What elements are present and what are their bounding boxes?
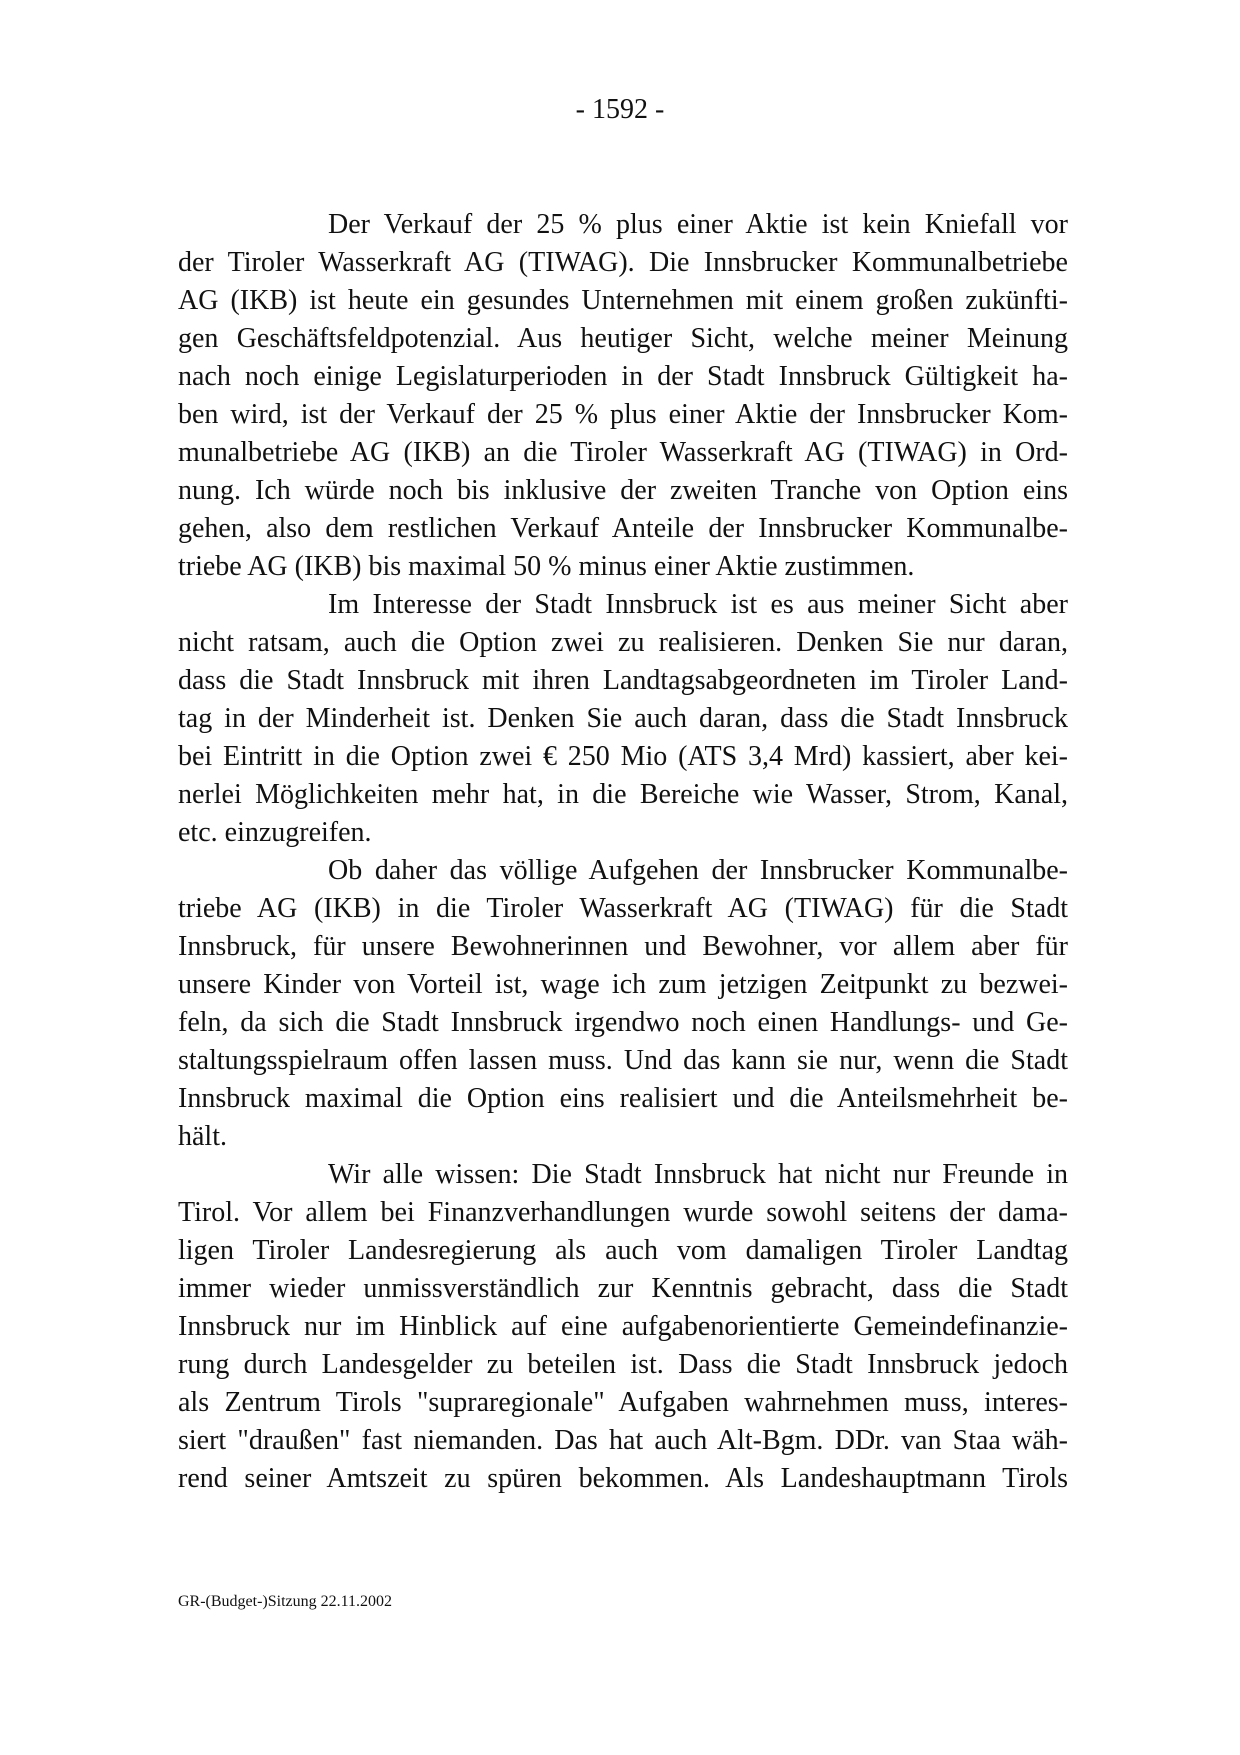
text-line: Innsbruck nur im Hinblick auf eine aufgabenorientierte Gemeindefinanzie- [178,1311,1068,1342]
text-line: hält. [178,1121,227,1152]
text-line: nicht ratsam, auch die Option zwei zu realisieren. Denken Sie nur daran, [178,627,1068,658]
text-line: Innsbruck, für unsere Bewohnerinnen und Bewohner, vor allem aber für [178,931,1068,962]
text-line: ben wird, ist der Verkauf der 25 % plus einer Aktie der Innsbrucker Kom- [178,399,1068,430]
text-line: gen Geschäftsfeldpotenzial. Aus heutiger Sicht, welche meiner Meinung [178,323,1068,354]
text-line: rend seiner Amtszeit zu spüren bekommen. Als Landeshauptmann Tirols [178,1463,1068,1494]
text-line: Innsbruck maximal die Option eins realisiert und die Anteilsmehrheit be- [178,1083,1068,1114]
text-line: rung durch Landesgelder zu beteilen ist. Dass die Stadt Innsbruck jedoch [178,1349,1068,1380]
text-line: nung. Ich würde noch bis inklusive der zweiten Tranche von Option eins [178,475,1068,506]
text-line: staltungsspielraum offen lassen muss. Und das kann sie nur, wenn die Stadt [178,1045,1068,1076]
text-line: tag in der Minderheit ist. Denken Sie auch daran, dass die Stadt Innsbruck [178,703,1068,734]
text-line: triebe AG (IKB) bis maximal 50 % minus einer Aktie zustimmen. [178,551,915,582]
text-line: AG (IKB) ist heute ein gesundes Unternehmen mit einem großen zukünfti- [178,285,1068,316]
text-line: als Zentrum Tirols "supraregionale" Aufgaben wahrnehmen muss, interes- [178,1387,1068,1418]
text-line: immer wieder unmissverständlich zur Kenntnis gebracht, dass die Stadt [178,1273,1068,1304]
text-line: Wir alle wissen: Die Stadt Innsbruck hat nicht nur Freunde in [328,1159,1068,1190]
page-footer: GR-(Budget-)Sitzung 22.11.2002 [178,1593,393,1610]
text-line: Im Interesse der Stadt Innsbruck ist es aus meiner Sicht aber [328,589,1068,620]
text-line: Ob daher das völlige Aufgehen der Innsbrucker Kommunalbe- [328,855,1068,886]
text-line: unsere Kinder von Vorteil ist, wage ich zum jetzigen Zeitpunkt zu bezwei- [178,969,1068,1000]
text-line: gehen, also dem restlichen Verkauf Anteile der Innsbrucker Kommunalbe- [178,513,1068,544]
text-line: nach noch einige Legislaturperioden in der Stadt Innsbruck Gültigkeit ha- [178,361,1068,392]
text-line: feln, da sich die Stadt Innsbruck irgendwo noch einen Handlungs- und Ge- [178,1007,1068,1038]
text-line: der Tiroler Wasserkraft AG (TIWAG). Die Innsbrucker Kommunalbetriebe [178,247,1068,278]
text-line: etc. einzugreifen. [178,817,372,848]
page-number: - 1592 - [575,94,665,125]
text-line: Tirol. Vor allem bei Finanzverhandlungen wurde sowohl seitens der dama- [178,1197,1068,1228]
text-line: munalbetriebe AG (IKB) an die Tiroler Wasserkraft AG (TIWAG) in Ord- [178,437,1068,468]
document-body [178,206,1068,1498]
text-line: triebe AG (IKB) in die Tiroler Wasserkraft AG (TIWAG) für die Stadt [178,893,1068,924]
text-line: dass die Stadt Innsbruck mit ihren Landtagsabgeordneten im Tiroler Land- [178,665,1068,696]
text-line: Der Verkauf der 25 % plus einer Aktie ist kein Kniefall vor [328,209,1068,240]
text-line: ligen Tiroler Landesregierung als auch vom damaligen Tiroler Landtag [178,1235,1068,1266]
text-line: siert "draußen" fast niemanden. Das hat auch Alt-Bgm. DDr. van Staa wäh- [178,1425,1068,1456]
text-line: bei Eintritt in die Option zwei € 250 Mio (ATS 3,4 Mrd) kassiert, aber kei- [178,741,1068,772]
text-line: nerlei Möglichkeiten mehr hat, in die Bereiche wie Wasser, Strom, Kanal, [178,779,1068,810]
